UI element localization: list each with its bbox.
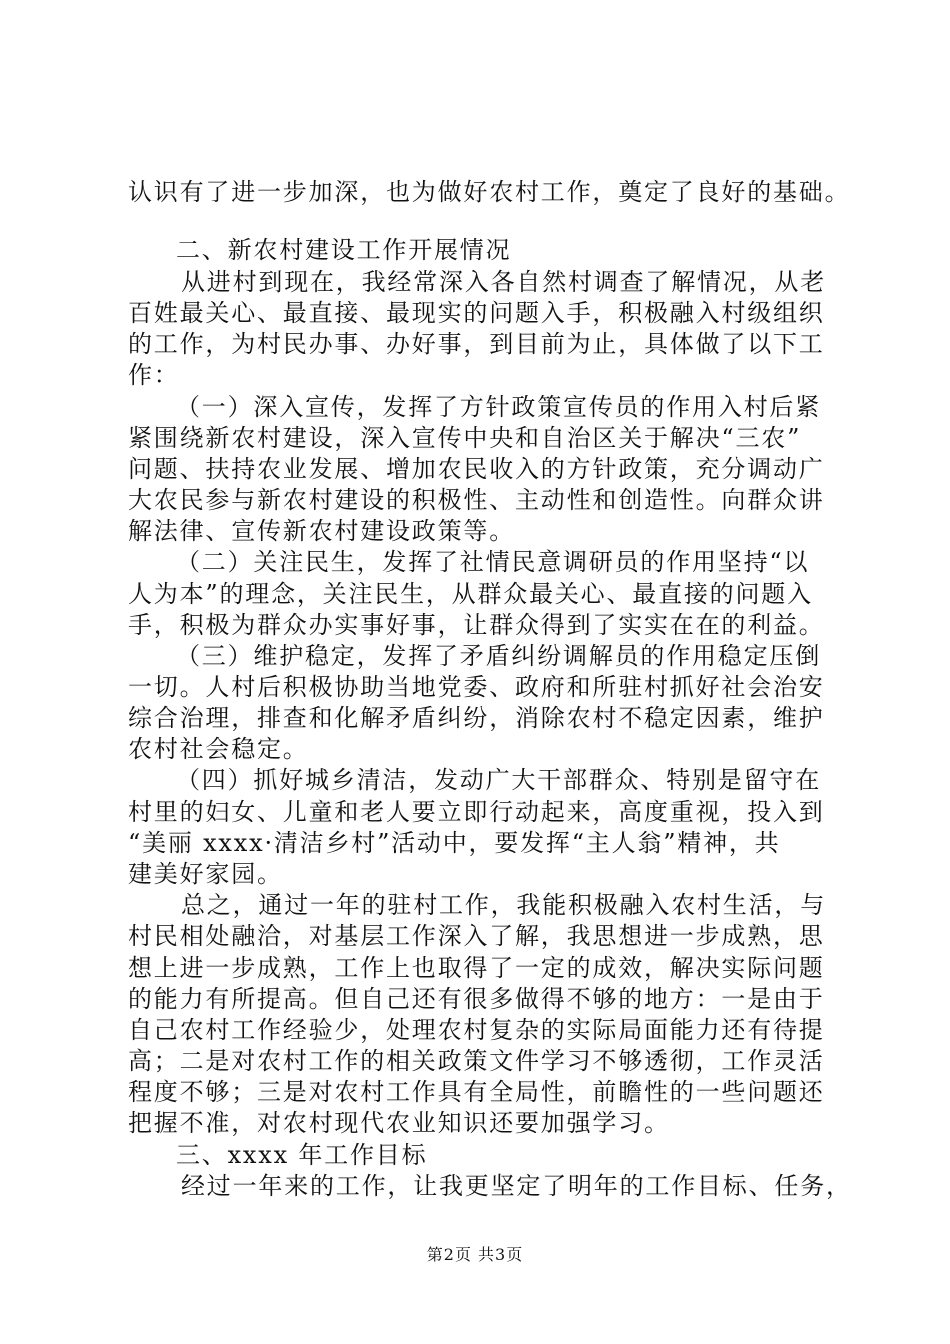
body-line: 的工作，为村民办事、办好事，到目前为止，具体做了以下工 bbox=[128, 330, 825, 358]
body-line: 紧围绕新农村建设，深入宣传中央和自治区关于解决“三农” bbox=[128, 424, 802, 452]
section-heading: 三、xxxx 年工作目标 bbox=[176, 1141, 428, 1169]
body-line: 高；二是对农村工作的相关政策文件学习不够透彻，工作灵活 bbox=[128, 1047, 825, 1075]
page-number-footer: 第2页 共3页 bbox=[426, 1245, 524, 1264]
body-line: 手，积极为群众办实事好事，让群众得到了实实在在的利益。 bbox=[128, 611, 825, 639]
body-line: 村里的妇女、儿童和老人要立即行动起来，高度重视，投入到 bbox=[128, 798, 825, 826]
body-line: 经过一年来的工作，让我更坚定了明年的工作目标、任务， bbox=[181, 1172, 852, 1200]
body-line: “美丽 xxxx·清洁乡村”活动中，要发挥“主人翁”精神，共 bbox=[128, 829, 781, 857]
body-line: 认识有了进一步加深，也为做好农村工作，奠定了良好的基础。 bbox=[128, 178, 851, 206]
body-line: 建美好家园。 bbox=[128, 860, 283, 888]
body-line: 自己农村工作经验少，处理农村复杂的实际局面能力还有待提 bbox=[128, 1016, 825, 1044]
body-line: 把握不准，对农村现代农业知识还要加强学习。 bbox=[128, 1109, 670, 1137]
body-line: （二）关注民生，发挥了社情民意调研员的作用坚持“以 bbox=[176, 548, 810, 576]
body-line: 想上进一步成熟，工作上也取得了一定的成效，解决实际问题 bbox=[128, 954, 825, 982]
section-heading: 二、新农村建设工作开展情况 bbox=[176, 236, 512, 264]
body-line: 从进村到现在，我经常深入各自然村调查了解情况，从老 bbox=[181, 268, 826, 296]
body-line: 综合治理，排查和化解矛盾纠纷，消除农村不稳定因素，维护 bbox=[128, 704, 825, 732]
body-line: 程度不够；三是对农村工作具有全局性，前瞻性的一些问题还 bbox=[128, 1078, 825, 1106]
body-line: 人为本”的理念，关注民生，从群众最关心、最直接的问题入 bbox=[128, 580, 813, 608]
body-line: （三）维护稳定，发挥了矛盾纠纷调解员的作用稳定压倒 bbox=[176, 642, 821, 670]
body-line: 问题、扶持农业发展、增加农民收入的方针政策，充分调动广 bbox=[128, 455, 825, 483]
body-line: 总之，通过一年的驻村工作，我能积极融入农村生活，与 bbox=[181, 891, 826, 919]
body-line: 作： bbox=[128, 361, 180, 389]
body-line: （一）深入宣传，发挥了方针政策宣传员的作用入村后紧 bbox=[176, 393, 821, 421]
body-line: 的能力有所提高。但自己还有很多做得不够的地方：一是由于 bbox=[128, 985, 825, 1013]
body-line: 大农民参与新农村建设的积极性、主动性和创造性。向群众讲 bbox=[128, 486, 825, 514]
body-line: 一切。人村后积极协助当地党委、政府和所驻村抓好社会治安 bbox=[128, 673, 825, 701]
body-line: 村民相处融洽，对基层工作深入了解，我思想进一步成熟，思 bbox=[128, 922, 825, 950]
body-line: 百姓最关心、最直接、最现实的问题入手，积极融入村级组织 bbox=[128, 299, 825, 327]
body-line: 解法律、宣传新农村建设政策等。 bbox=[128, 517, 515, 545]
body-line: （四）抓好城乡清洁，发动广大干部群众、特别是留守在 bbox=[176, 766, 821, 794]
body-line: 农村社会稳定。 bbox=[128, 735, 309, 763]
